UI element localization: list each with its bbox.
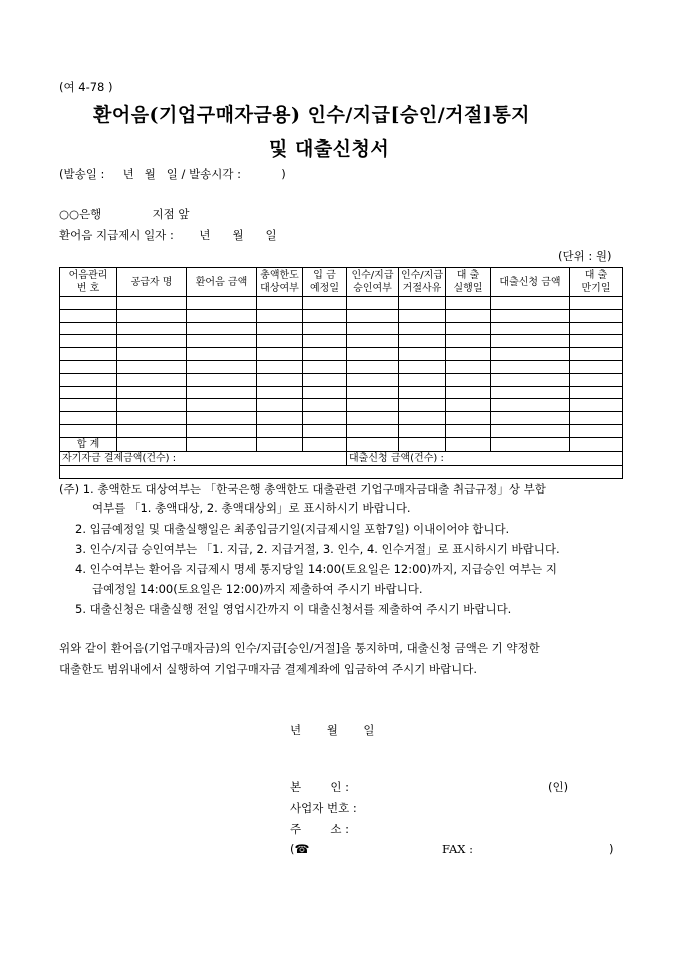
loan-request-label: 대출신청 금액(건수) : xyxy=(347,451,623,465)
table-cell[interactable] xyxy=(446,335,491,348)
table-cell[interactable] xyxy=(347,309,399,322)
table-cell[interactable] xyxy=(117,297,187,310)
table-row xyxy=(60,360,623,373)
table-cell[interactable] xyxy=(347,348,399,361)
table-cell[interactable] xyxy=(117,335,187,348)
table-cell[interactable] xyxy=(60,412,117,425)
col-header-supplier: 공급자 명 xyxy=(117,268,187,297)
table-cell[interactable] xyxy=(491,309,570,322)
table-cell[interactable] xyxy=(60,399,117,412)
fax-label: FAX : xyxy=(442,842,474,856)
table-cell[interactable] xyxy=(257,360,303,373)
table-cell[interactable] xyxy=(187,399,257,412)
table-cell[interactable] xyxy=(347,386,399,399)
table-cell[interactable] xyxy=(257,309,303,322)
table-cell[interactable] xyxy=(60,360,117,373)
table-cell[interactable] xyxy=(347,412,399,425)
table-cell[interactable] xyxy=(347,335,399,348)
table-cell[interactable] xyxy=(60,335,117,348)
table-cell[interactable] xyxy=(257,424,303,437)
table-cell[interactable] xyxy=(399,335,446,348)
table-row xyxy=(60,335,623,348)
col-header-bill-amount: 환어음 금액 xyxy=(187,268,257,297)
table-cell[interactable] xyxy=(491,399,570,412)
table-cell[interactable] xyxy=(347,424,399,437)
table-row xyxy=(60,322,623,335)
table-cell[interactable] xyxy=(187,348,257,361)
presentation-date: 환어음 지급제시 일자 : 년 월 일 xyxy=(59,228,277,242)
table-cell[interactable] xyxy=(187,424,257,437)
table-row xyxy=(60,399,623,412)
table-cell[interactable] xyxy=(446,399,491,412)
phone-line xyxy=(290,842,309,856)
table-cell[interactable] xyxy=(117,399,187,412)
table-cell[interactable] xyxy=(570,412,623,425)
table-cell[interactable] xyxy=(257,399,303,412)
table-cell[interactable] xyxy=(117,386,187,399)
table-cell[interactable] xyxy=(303,424,347,437)
table-cell[interactable] xyxy=(570,297,623,310)
table-row xyxy=(60,424,623,437)
col-header-deposit-date: 입 금 예정일 xyxy=(303,268,347,297)
table-cell[interactable] xyxy=(399,297,446,310)
table-cell[interactable] xyxy=(303,360,347,373)
table-cell[interactable] xyxy=(347,399,399,412)
seal-mark: (인) xyxy=(548,780,569,794)
table-cell[interactable] xyxy=(491,348,570,361)
business-no-label: 사업자 번호 : xyxy=(290,801,357,815)
table-total-row xyxy=(60,437,623,451)
table-cell[interactable] xyxy=(187,373,257,386)
table-cell[interactable] xyxy=(60,424,117,437)
form-title-line1: 환어음(기업구매자금용) 인수/지급[승인/거절]통지 xyxy=(93,104,531,126)
table-cell[interactable] xyxy=(187,412,257,425)
table-cell[interactable] xyxy=(187,297,257,310)
table-cell[interactable] xyxy=(257,386,303,399)
table-cell[interactable] xyxy=(303,348,347,361)
table-cell[interactable] xyxy=(60,386,117,399)
table-cell[interactable] xyxy=(187,386,257,399)
bank-branch: ○○은행 지점 앞 xyxy=(59,207,190,221)
table-cell[interactable] xyxy=(399,424,446,437)
table-cell[interactable] xyxy=(446,373,491,386)
table-cell[interactable] xyxy=(187,322,257,335)
phone-icon: ☎ xyxy=(294,842,310,856)
table-cell[interactable] xyxy=(570,335,623,348)
table-cell[interactable] xyxy=(491,424,570,437)
table-header-row xyxy=(60,268,623,297)
table-cell[interactable] xyxy=(570,386,623,399)
note-1-cont: 여부를 「1. 총액대상, 2. 총액대상외」로 표시하시기 바랍니다. xyxy=(92,501,411,515)
table-cell[interactable] xyxy=(347,297,399,310)
table-cell[interactable] xyxy=(347,360,399,373)
table-cell[interactable] xyxy=(117,424,187,437)
total-label: 합 계 xyxy=(60,437,117,451)
table-cell[interactable] xyxy=(303,373,347,386)
form-code: (여 4-78 ) xyxy=(59,80,113,94)
form-title-line2: 및 대출신청서 xyxy=(269,138,390,160)
table-cell[interactable] xyxy=(303,309,347,322)
table-row xyxy=(60,309,623,322)
table-cell[interactable] xyxy=(491,386,570,399)
table-cell[interactable] xyxy=(399,412,446,425)
col-header-refusal-reason: 인수/지급 거절사유 xyxy=(399,268,446,297)
table-cell[interactable] xyxy=(399,386,446,399)
table-cell[interactable] xyxy=(303,297,347,310)
table-cell[interactable] xyxy=(491,373,570,386)
date-line: 년 월 일 xyxy=(290,723,375,737)
table-cell[interactable] xyxy=(399,309,446,322)
note-5: 5. 대출신청은 대출실행 전일 영업시간까지 이 대출신청서를 제출하여 주시기 바랍니다. xyxy=(75,602,512,616)
table-cell[interactable] xyxy=(303,335,347,348)
note-4-cont: 급예정일 14:00(토요일은 12:00)까지 제출하여 주시기 바랍니다. xyxy=(92,582,423,596)
table-cell[interactable] xyxy=(257,412,303,425)
table-cell[interactable] xyxy=(347,373,399,386)
table-cell[interactable] xyxy=(570,424,623,437)
col-header-bill-no: 어음관리 번 호 xyxy=(60,268,117,297)
address-label: 주 소 : xyxy=(290,822,349,836)
table-cell[interactable] xyxy=(60,373,117,386)
note-1: (주) 1. 총액한도 대상여부는 「한국은행 총액한도 대출관련 기업구매자금대출 취급규정」상 부합 xyxy=(59,482,546,496)
table-cell[interactable] xyxy=(570,373,623,386)
table-cell[interactable] xyxy=(303,386,347,399)
table-cell[interactable] xyxy=(303,412,347,425)
table-cell[interactable] xyxy=(446,297,491,310)
table-cell[interactable] xyxy=(257,373,303,386)
table-blank-row xyxy=(60,465,623,478)
table-cell[interactable] xyxy=(491,335,570,348)
table-cell[interactable] xyxy=(347,322,399,335)
col-header-loan-exec-date: 대 출 실행일 xyxy=(446,268,491,297)
statement-line2: 대출한도 범위내에서 실행하여 기업구매자금 결제계좌에 입금하여 주시기 바랍니다. xyxy=(59,662,478,676)
principal-label: 본 인 : xyxy=(290,780,349,794)
col-header-approval: 인수/지급 승인여부 xyxy=(347,268,399,297)
col-header-maturity: 대 출 만기일 xyxy=(570,268,623,297)
table-row xyxy=(60,373,623,386)
table-cell[interactable] xyxy=(257,297,303,310)
table-cell[interactable] xyxy=(399,322,446,335)
table-cell[interactable] xyxy=(187,335,257,348)
table-cell[interactable] xyxy=(187,309,257,322)
table-cell[interactable] xyxy=(257,322,303,335)
table-cell[interactable] xyxy=(491,322,570,335)
phone-close-paren: ) xyxy=(609,842,614,856)
table-cell[interactable] xyxy=(60,309,117,322)
table-cell[interactable] xyxy=(257,335,303,348)
table-summary-row xyxy=(60,451,623,465)
note-2: 2. 입금예정일 및 대출실행일은 최종입금기일(지급제시일 포함7일) 이내이어야 합니다. xyxy=(75,522,510,536)
table-cell[interactable] xyxy=(491,297,570,310)
table-cell[interactable] xyxy=(446,360,491,373)
table-cell[interactable] xyxy=(257,348,303,361)
table-cell[interactable] xyxy=(117,360,187,373)
table-cell[interactable] xyxy=(446,412,491,425)
table-cell[interactable] xyxy=(187,360,257,373)
table-cell[interactable] xyxy=(491,360,570,373)
own-funds-label: 자기자금 결제금액(건수) : xyxy=(60,451,347,465)
phone-open-paren: ( xyxy=(290,842,295,856)
table-row xyxy=(60,348,623,361)
table-row xyxy=(60,412,623,425)
table-cell[interactable] xyxy=(117,322,187,335)
table-cell[interactable] xyxy=(399,348,446,361)
unit-label: (단위 : 원) xyxy=(558,249,612,263)
table-cell[interactable] xyxy=(570,348,623,361)
send-info: (발송일 : 년 월 일 / 발송시각 : ) xyxy=(59,167,286,181)
table-cell[interactable] xyxy=(570,360,623,373)
table-cell[interactable] xyxy=(303,322,347,335)
table-cell[interactable] xyxy=(117,309,187,322)
table-cell[interactable] xyxy=(446,348,491,361)
note-4: 4. 인수여부는 환어음 지급제시 명세 통지당일 14:00(토요일은 12:00)까지, 지급승인 여부는 지 xyxy=(75,562,557,576)
table-cell[interactable] xyxy=(570,322,623,335)
table-cell[interactable] xyxy=(399,373,446,386)
table-cell[interactable] xyxy=(446,322,491,335)
table-cell[interactable] xyxy=(303,399,347,412)
statement-line1: 위와 같이 환어음(기업구매자금)의 인수/지급[승인/거절]을 통지하며, 대출신청 금액은 기 약정한 xyxy=(59,641,540,655)
table-row xyxy=(60,297,623,310)
table-cell[interactable] xyxy=(491,412,570,425)
table-cell[interactable] xyxy=(399,399,446,412)
note-3: 3. 인수/지급 승인여부는 「1. 지급, 2. 지급거절, 3. 인수, 4. 인수거절」로 표시하시기 바랍니다. xyxy=(75,542,560,556)
table-cell[interactable] xyxy=(117,412,187,425)
table-cell[interactable] xyxy=(570,309,623,322)
table-cell[interactable] xyxy=(60,348,117,361)
table-cell[interactable] xyxy=(446,424,491,437)
table-cell[interactable] xyxy=(399,360,446,373)
col-header-limit-target: 총액한도 대상여부 xyxy=(257,268,303,297)
bill-table xyxy=(59,267,623,479)
table-cell[interactable] xyxy=(570,399,623,412)
table-cell[interactable] xyxy=(117,348,187,361)
table-row xyxy=(60,386,623,399)
table-cell[interactable] xyxy=(60,322,117,335)
col-header-loan-amount: 대출신청 금액 xyxy=(491,268,570,297)
table-cell[interactable] xyxy=(446,309,491,322)
table-cell[interactable] xyxy=(117,373,187,386)
table-cell[interactable] xyxy=(60,297,117,310)
table-cell[interactable] xyxy=(446,386,491,399)
